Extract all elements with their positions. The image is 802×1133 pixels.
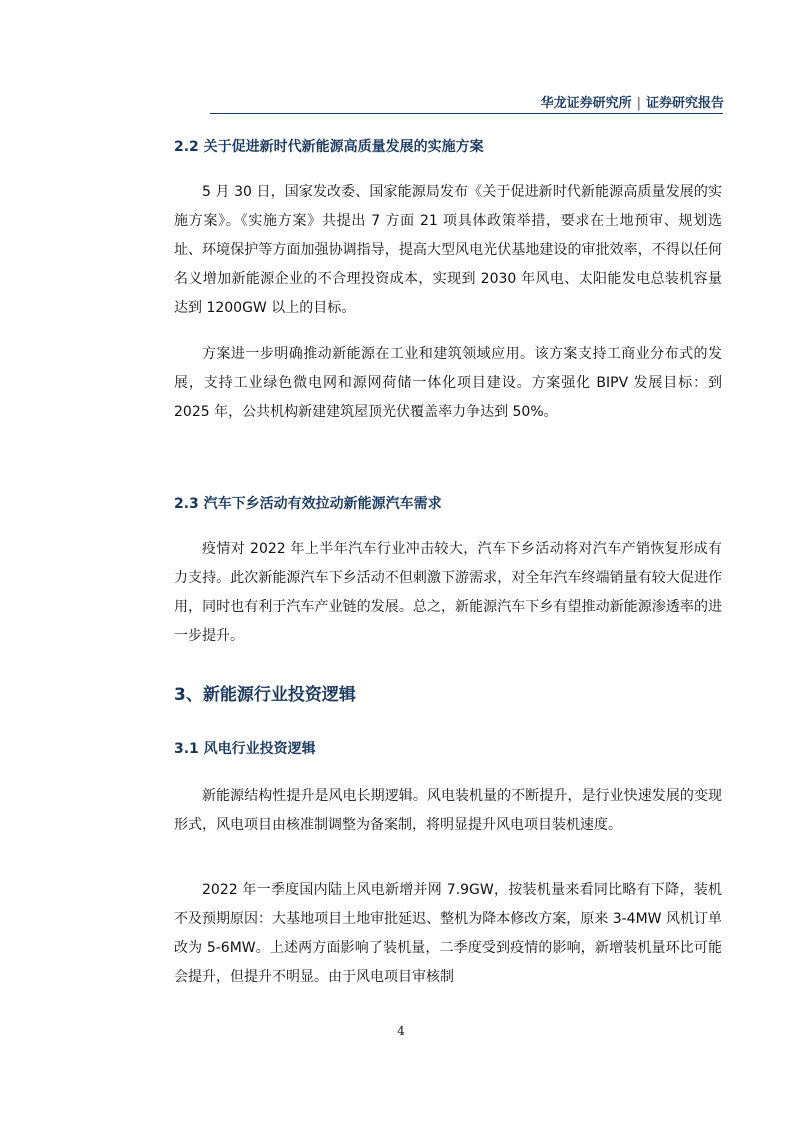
section-2-3-paragraph-1: 疫情对 2022 年上半年汽车行业冲击较大，汽车下乡活动将对汽车产销恢复形成有力支持。此次新能源汽车下乡活动不但刺激下游需求，对全年汽车终端销量有较大促进作用，同时也有利于汽车产业链的发展。总之，新能源汽车下乡有望推动新能源渗透率的进一步提升。 [174,541,722,644]
report-header [541,92,724,111]
header-separator: | [636,96,641,111]
section-3-heading: 3、新能源行业投资逻辑 [174,685,356,705]
section-3-1-paragraph-2: 2022 年一季度国内陆上风电新增并网 7.9GW，按装机量来看同比略有下降，装机不及预期原因：大基地项目土地审批延迟、整机为降本修改方案，原来 3-4MW 风机订单改为 5-6MW。上述两方面影响了装机量，二季度受到疫情的影响，新增装机量环比可能会提升，但提升不明显。由于风电项目审核制 [174,882,722,985]
header-org: 华龙证券研究所 [540,96,632,111]
section-2-3-heading: 2.3 汽车下乡活动有效拉动新能源汽车需求 [174,496,442,512]
header-doc-type: 证券研究报告 [645,96,724,111]
section-3-1-heading: 3.1 风电行业投资逻辑 [174,741,316,757]
page-number: 4 [397,1024,405,1038]
section-2-2-paragraph-1: 5 月 30 日，国家发改委、国家能源局发布《关于促进新时代新能源高质量发展的实施方案》。《实施方案》共提出 7 方面 21 项具体政策举措，要求在土地预审、规划选址、环境保护等方面加强协调指导，提高大型风电光伏基地建设的审批效率，不得以任何名义增加新能源企业的不合理投资成本，实现到 2030 年风电、太阳能发电总装机容量达到 1200GW 以上的目标。 [174,184,722,316]
section-2-2-paragraph-2: 方案进一步明确推动新能源在工业和建筑领域应用。该方案支持工商业分布式的发展，支持工业绿色微电网和源网荷储一体化项目建设。方案强化 BIPV 发展目标：到 2025 年，公共机构新建建筑屋顶光伏覆盖率力争达到 50%。 [174,346,722,420]
header-divider [210,113,723,114]
section-2-2-heading: 2.2 关于促进新时代新能源高质量发展的实施方案 [174,139,484,155]
section-3-1-paragraph-1: 新能源结构性提升是风电长期逻辑。风电装机量的不断提升，是行业快速发展的变现形式，风电项目由核准制调整为备案制，将明显提升风电项目装机速度。 [174,788,722,833]
